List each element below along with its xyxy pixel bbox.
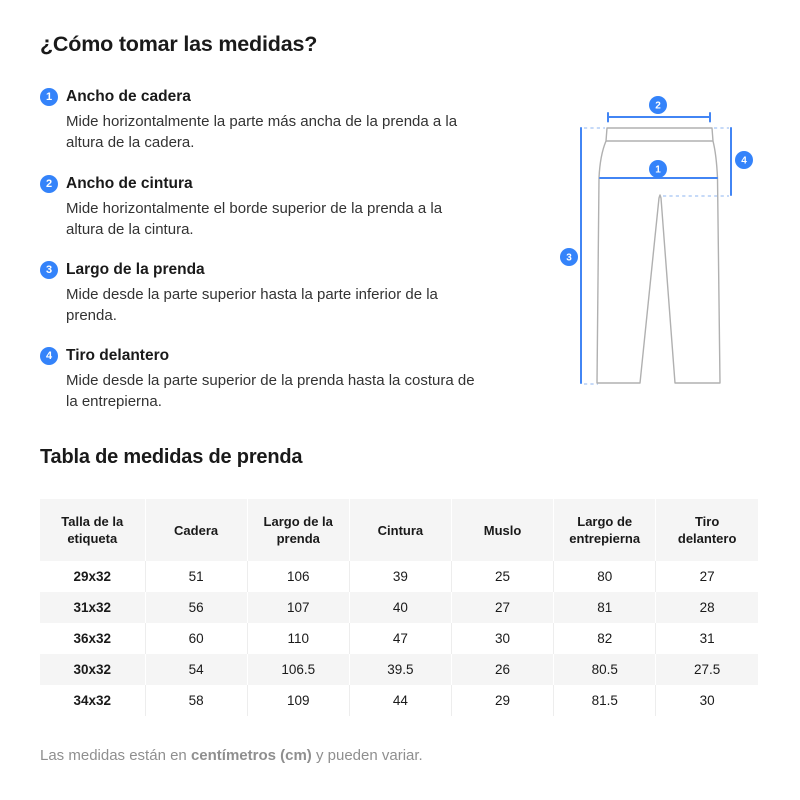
table-cell: 82: [554, 623, 656, 654]
footnote-prefix: Las medidas están en: [40, 747, 191, 764]
footnote-unit: centímetros (cm): [190, 747, 312, 764]
table-cell: 54: [145, 654, 247, 685]
diagram-badge-1-label: 1: [655, 164, 661, 176]
pants-measurement-diagram: [540, 80, 800, 420]
size-table-body: [40, 561, 758, 716]
col-header-thigh: Muslo: [451, 499, 553, 561]
table-cell: 106.5: [247, 654, 349, 685]
table-cell: 39.5: [349, 654, 451, 685]
table-cell: 106: [247, 561, 349, 592]
table-cell: 107: [247, 592, 349, 623]
table-cell: 51: [145, 561, 247, 592]
table-cell: 81: [554, 592, 656, 623]
col-header-label-size: Talla de la etiqueta: [40, 499, 145, 561]
diagram-badge-2-label: 2: [655, 100, 661, 112]
step-4-badge: 4: [40, 347, 58, 365]
table-cell: 109: [247, 685, 349, 716]
table-cell: 29: [451, 685, 553, 716]
guide-item-title: Tiro delantero: [66, 347, 170, 364]
table-row: [40, 685, 758, 716]
col-header-front-rise: Tiro delantero: [656, 499, 758, 561]
table-cell: 39: [349, 561, 451, 592]
table-cell: 27: [451, 592, 553, 623]
guide-item-title: Largo de la prenda: [66, 261, 205, 278]
guide-item-title: Ancho de cintura: [66, 175, 193, 192]
diagram-badges: [560, 96, 753, 266]
table-header-row: [40, 499, 758, 561]
table-cell: 60: [145, 623, 247, 654]
table-row: [40, 654, 758, 685]
step-2-badge: 2: [40, 175, 58, 193]
table-cell: 80.5: [554, 654, 656, 685]
table-cell: 81.5: [554, 685, 656, 716]
table-cell: 47: [349, 623, 451, 654]
col-header-garment-length: Largo de la prenda: [247, 499, 349, 561]
size-table: [40, 499, 758, 716]
page-title: ¿Cómo tomar las medidas?: [40, 32, 318, 56]
table-cell: 31: [656, 623, 758, 654]
size-label-cell: 36x32: [40, 623, 145, 654]
diagram-badge-3-label: 3: [566, 252, 572, 264]
table-cell: 26: [451, 654, 553, 685]
size-label-cell: 29x32: [40, 561, 145, 592]
table-cell: 27.5: [656, 654, 758, 685]
guide-item-description: Mide desde la parte superior de la prenda hasta la costura de la entrepierna.: [66, 372, 475, 410]
size-label-cell: 30x32: [40, 654, 145, 685]
table-row: [40, 623, 758, 654]
table-cell: 30: [451, 623, 553, 654]
table-cell: 28: [656, 592, 758, 623]
guide-item-front-rise: [40, 346, 488, 412]
col-header-waist: Cintura: [349, 499, 451, 561]
table-cell: 58: [145, 685, 247, 716]
guide-item-description: Mide horizontalmente la parte más ancha de la prenda a la altura de la cadera.: [66, 113, 458, 151]
measurement-footnote: [40, 746, 423, 766]
step-3-badge: 3: [40, 261, 58, 279]
table-cell: 27: [656, 561, 758, 592]
table-cell: 110: [247, 623, 349, 654]
col-header-inseam: Largo de entrepierna: [554, 499, 656, 561]
waist-measure-line: [608, 113, 710, 122]
table-row: [40, 592, 758, 623]
table-cell: 44: [349, 685, 451, 716]
table-cell: 25: [451, 561, 553, 592]
guide-item-title: Ancho de cadera: [66, 88, 191, 105]
col-header-hip: Cadera: [145, 499, 247, 561]
footnote-suffix: y pueden variar.: [311, 747, 423, 764]
table-row: [40, 561, 758, 592]
guide-item-garment-length: [40, 260, 488, 326]
guide-item-hip-width: [40, 87, 488, 153]
table-cell: 56: [145, 592, 247, 623]
guide-item-waist-width: [40, 174, 488, 240]
table-title: Tabla de medidas de prenda: [40, 446, 303, 468]
size-label-cell: 31x32: [40, 592, 145, 623]
table-cell: 40: [349, 592, 451, 623]
guide-item-description: Mide desde la parte superior hasta la parte inferior de la prenda.: [66, 286, 438, 324]
guide-item-description: Mide horizontalmente el borde superior de la prenda a la altura de la cintura.: [66, 200, 443, 238]
size-label-cell: 34x32: [40, 685, 145, 716]
step-1-badge: 1: [40, 88, 58, 106]
diagram-badge-4-label: 4: [741, 155, 747, 167]
table-cell: 80: [554, 561, 656, 592]
table-cell: 30: [656, 685, 758, 716]
